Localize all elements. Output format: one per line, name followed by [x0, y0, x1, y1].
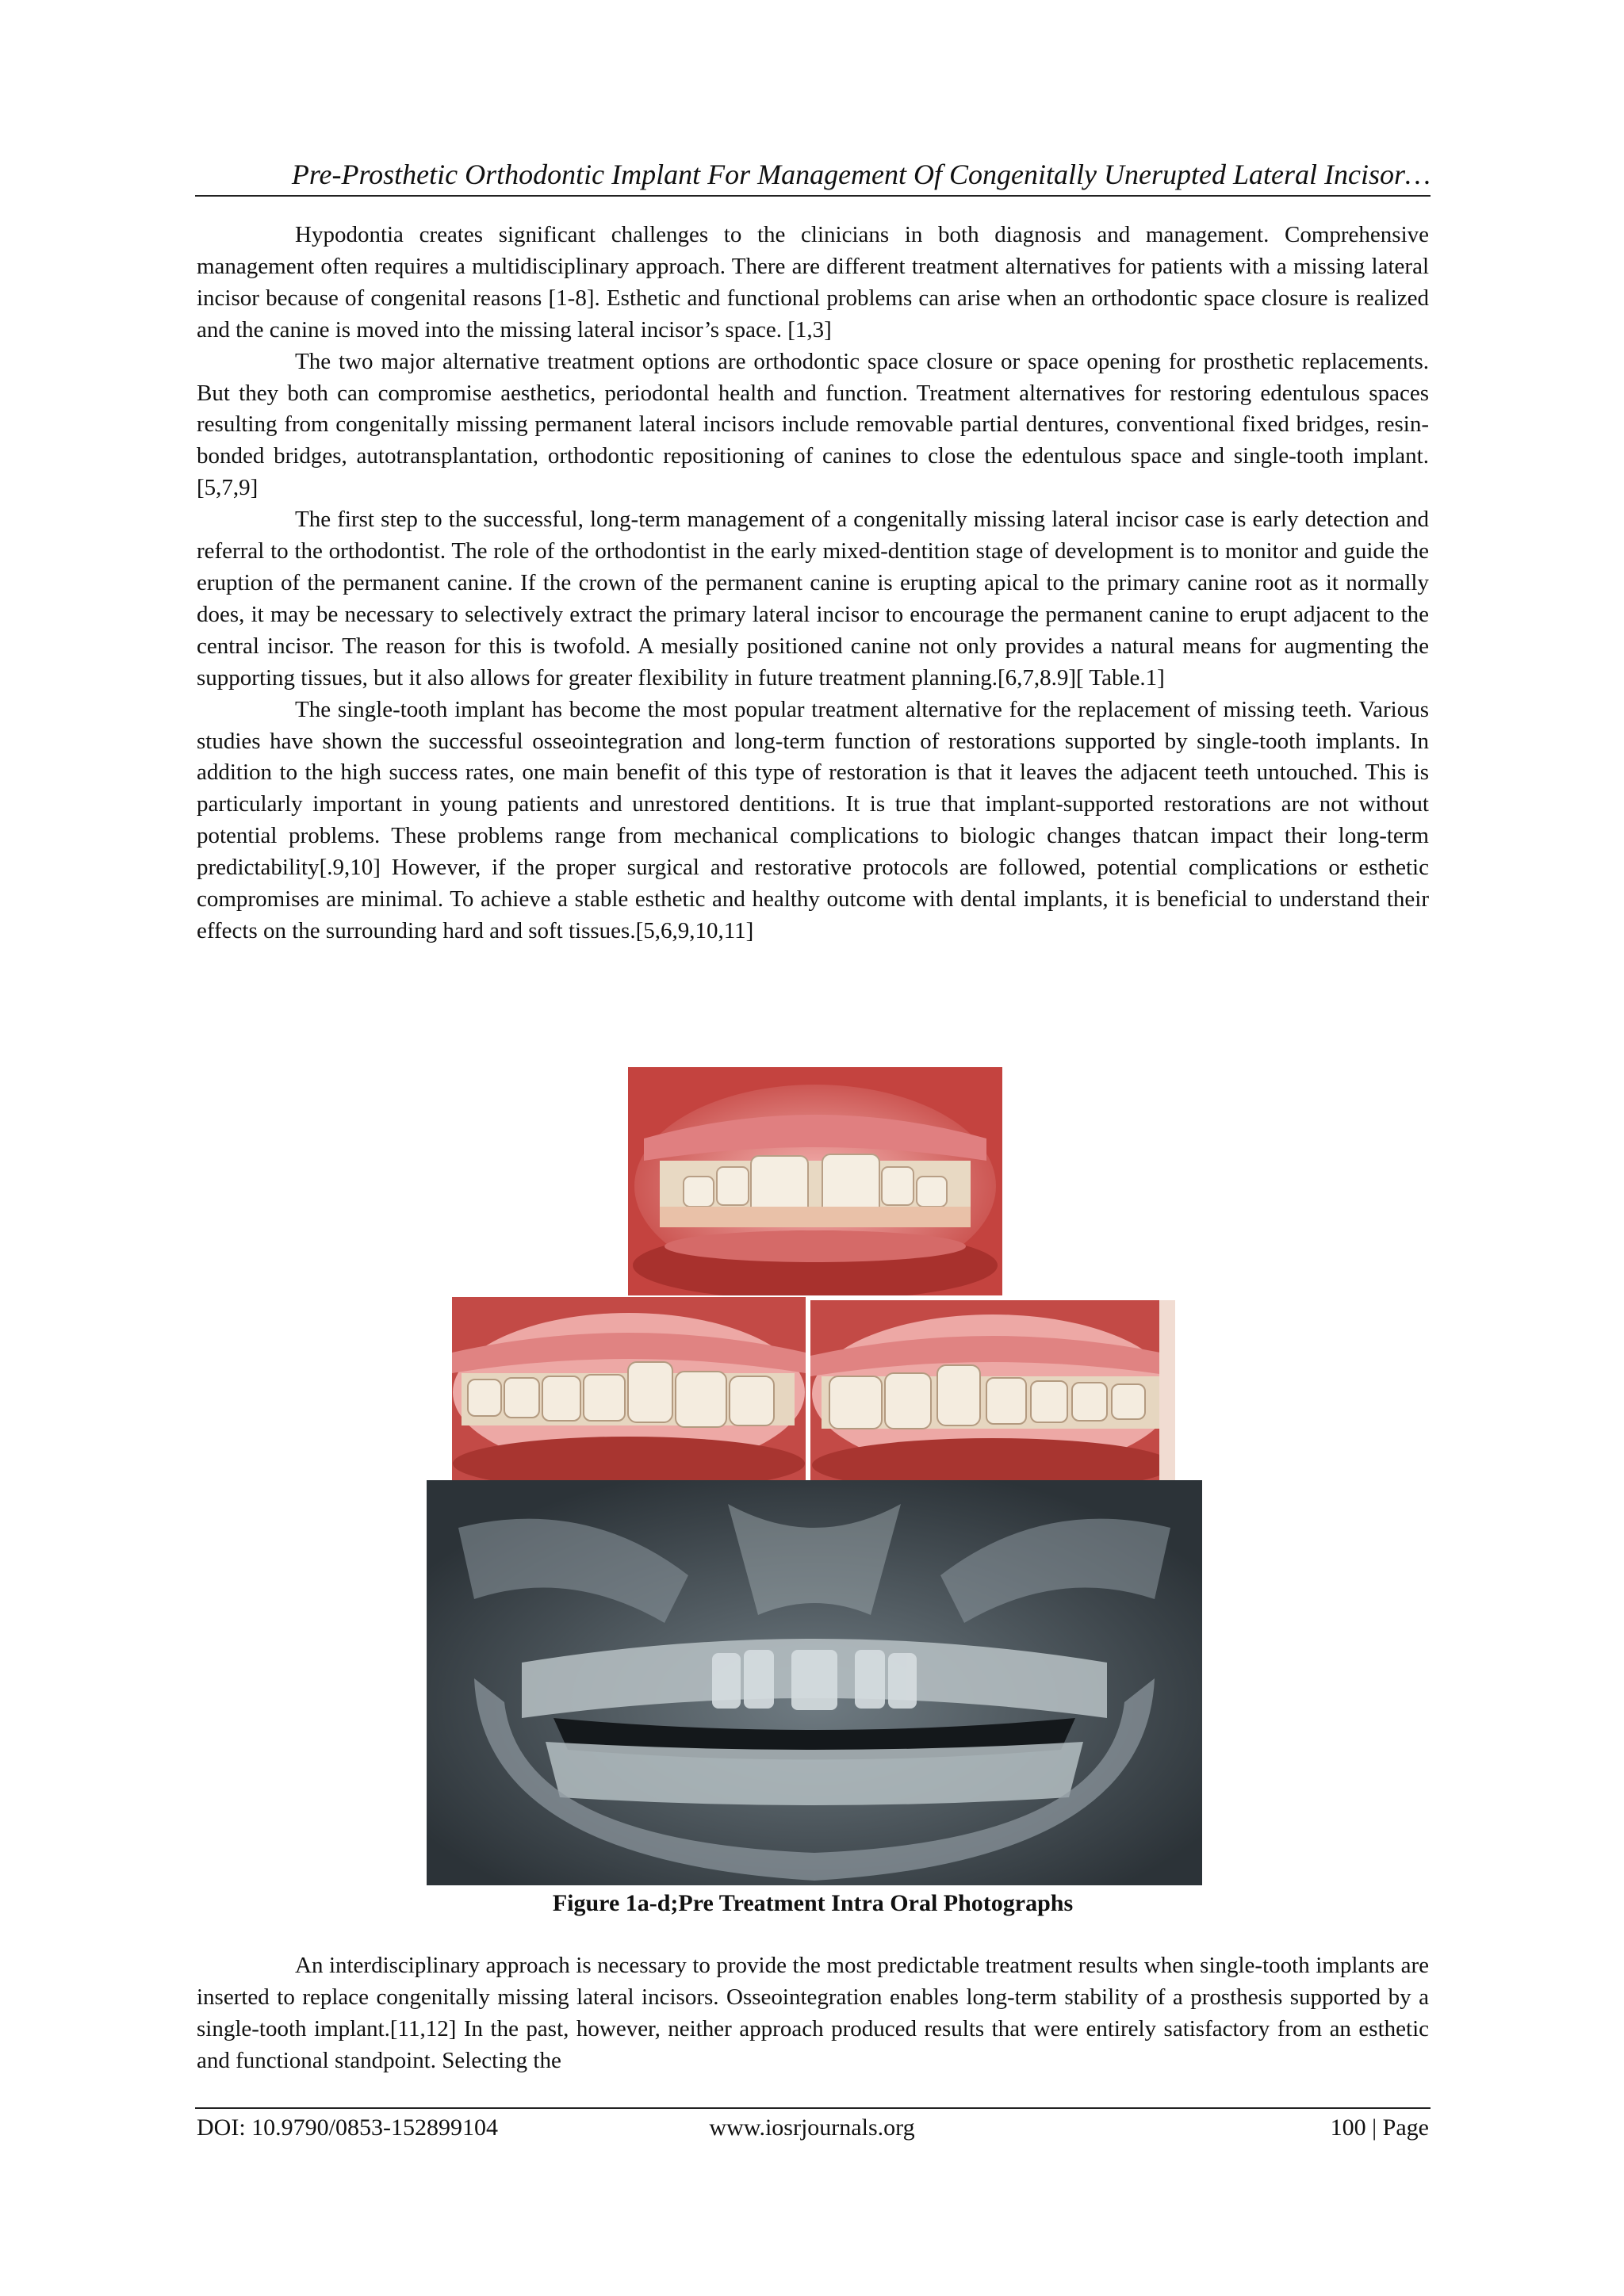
figure-caption: Figure 1a-d;Pre Treatment Intra Oral Photographs: [552, 1890, 1074, 1916]
body-text-top: [197, 220, 1429, 947]
paragraph: The single-tooth implant has become the most popular treatment alternative for the replacement of missing teeth. Various studies have shown the successful osseointegration and long-term function of restorations supported by single-tooth implants. In addition to the high success rates, one main benefit of this type of restoration is that it leaves the adjacent teeth untouched. This is particularly important in young patients and unrestored dentitions. It is true that implant-supported restorations are not without potential problems. These problems range from mechanical complications to biologic changes thatcan impact their long-term predictability[.9,10] However, if the proper surgical and restorative protocols are followed, potential complications or esthetic compromises are minimal. To achieve a stable esthetic and healthy outcome with dental implants, it is beneficial to understand their effects on the surrounding hard and soft tissues.[5,6,9,10,11]: [197, 696, 1429, 943]
header-rule: [195, 195, 1431, 197]
footer-website: www.iosrjournals.org: [709, 2114, 915, 2141]
figure-1b-right-lateral-photo: [452, 1297, 806, 1481]
paragraph: Hypodontia creates significant challenges to the clinicians in both diagnosis and management. Comprehensive management often requires a multidisciplinary approach. There are different treatment alternatives for patients with a missing lateral incisor because of congenital reasons [1-8]. Esthetic and functional problems can arise when an orthodontic space closure is realized and the canine is moved into the missing lateral incisor’s space. [1,3]: [197, 222, 1429, 342]
paragraph: An interdisciplinary approach is necessary to provide the most predictable treatment results when single-tooth implants are inserted to replace congenitally missing lateral incisors. Osseointegration enables long-term stability of a prosthesis supported by a single-tooth implant.[11,12] In the past, however, neither approach produced results that were entirely satisfactory from an esthetic and functional standpoint. Selecting the: [197, 1953, 1429, 2073]
paragraph: The first step to the successful, long-term management of a congenitally missing lateral incisor case is early detection and referral to the orthodontist. The role of the orthodontist in the early mixed-dentition stage of development is to monitor and guide the eruption of the permanent canine. If the crown of the permanent canine is erupting apical to the primary canine root as it normally does, it may be necessary to selectively extract the primary lateral incisor to encourage the permanent canine to erupt adjacent to the central incisor. The reason for this is twofold. A mesially positioned canine not only provides a natural means for augmenting the supporting tissues, but it also allows for greater flexibility in future treatment planning.[6,7,8.9][ Table.1]: [197, 507, 1429, 691]
paragraph: The two major alternative treatment options are orthodontic space closure or space opening for prosthetic replacements. But they both can compromise aesthetics, periodontal health and function. Treatment alternatives for restoring edentulous spaces resulting from congenitally missing permanent lateral incisors include removable partial dentures, conventional fixed bridges, resin-bonded bridges, autotransplantation, orthodontic repositioning of canines to close the edentulous space and single-tooth implant.[5,7,9]: [197, 348, 1429, 501]
footer-rule: [195, 2107, 1431, 2109]
figure-1a-frontal-photo: [628, 1067, 1002, 1295]
figure-1d-panoramic-radiograph: [427, 1480, 1202, 1885]
footer-page-number: 100 | Page: [1330, 2114, 1429, 2141]
body-text-bottom: [197, 1950, 1429, 2077]
footer-doi: DOI: 10.9790/0853-152899104: [197, 2114, 498, 2141]
running-header: Pre-Prosthetic Orthodontic Implant For Management Of Congenitally Unerupted Lateral Incisor…: [291, 159, 1431, 190]
figure-1c-left-lateral-photo: [810, 1300, 1175, 1483]
